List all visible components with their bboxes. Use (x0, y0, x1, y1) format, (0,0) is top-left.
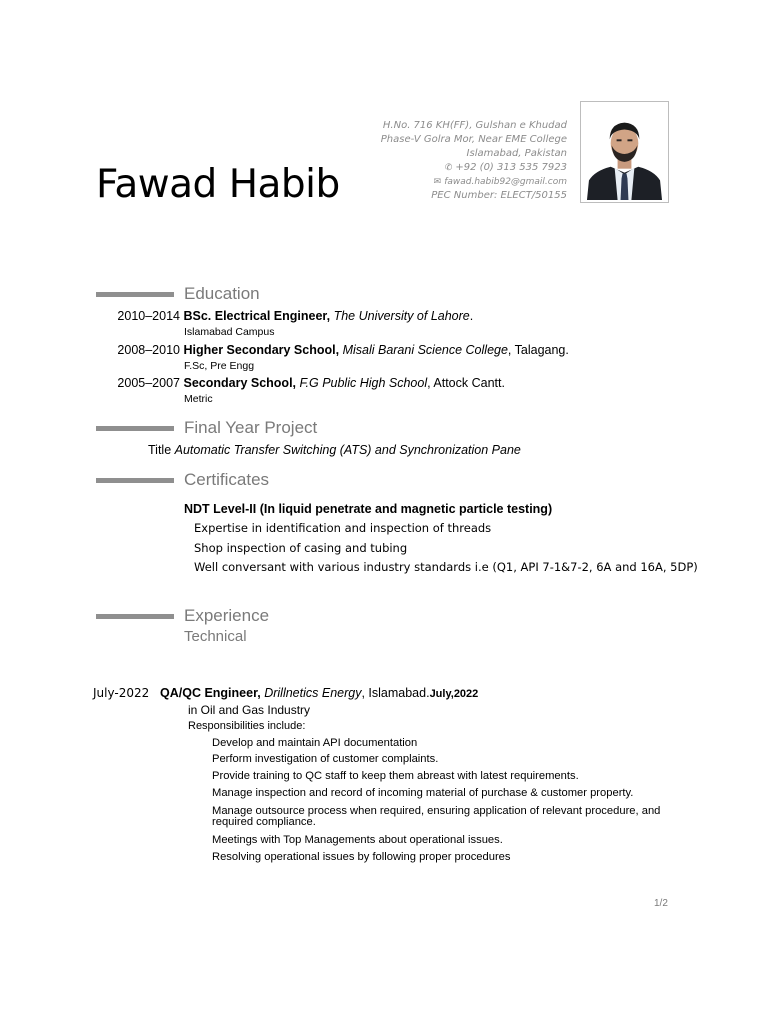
phone-icon: ✆ (444, 163, 453, 173)
education-entry (96, 342, 696, 358)
address-line-3: Islamabad, Pakistan (466, 148, 567, 159)
contact-block (267, 119, 567, 203)
page-number: 1/2 (654, 898, 668, 909)
education-degree: Secondary School, (183, 376, 297, 390)
email-row (267, 175, 567, 189)
responsibility-text: Perform investigation of customer complaints. (212, 753, 439, 765)
certificate-item (170, 559, 698, 575)
pec-number: PEC Number: ELECT/50155 (431, 190, 567, 201)
responsibility-text: Develop and maintain API documentation (212, 737, 418, 749)
fyp-title-row (148, 442, 521, 458)
education-degree: Higher Secondary School, (183, 343, 340, 357)
job-role: QA/QC Engineer, (160, 686, 261, 700)
certificate-item-text: Shop inspection of casing and tubing (194, 541, 408, 555)
certificate-item-text: Well conversant with various industry standards i.e (Q1, API 7-1&7-2, 6A and 16A, 5DP) (194, 560, 698, 574)
education-suffix: , Talagang. (507, 343, 569, 357)
education-suffix: , Attock Cantt. (427, 376, 505, 390)
education-entry (96, 375, 696, 391)
applicant-name: Fawad Habib (96, 162, 340, 207)
experience-subheading: Technical (184, 628, 247, 645)
certificate-item (170, 520, 491, 536)
education-suffix: . (469, 309, 474, 323)
phone-number: +92 (0) 313 535 7923 (455, 162, 567, 173)
phone-row (267, 161, 567, 175)
fyp-heading: Final Year Project (184, 418, 318, 437)
fyp-label: Title (148, 443, 172, 457)
fyp-title: Automatic Transfer Switching (ATS) and Synchronization Pane (174, 443, 521, 457)
certificates-section-bar (96, 478, 174, 483)
responsibilities-label: Responsibilities include: (188, 720, 306, 732)
certificate-item-text: Expertise in identification and inspection of threads (194, 521, 492, 535)
education-note: Metric (184, 393, 213, 405)
job-company: Drillnetics Energy (264, 686, 362, 700)
profile-photo (585, 108, 664, 200)
responsibility-text: Meetings with Top Managements about operational issues. (212, 834, 503, 846)
education-years: 2008–2010 (117, 343, 180, 357)
education-institution: F.G Public High School (299, 376, 428, 390)
address-line-2: Phase-V Golra Mor, Near EME College (380, 134, 567, 145)
experience-heading: Experience (184, 606, 270, 625)
responsibility-text: Manage outsource process when required, ensuring application of relevant procedure, and required compliance. (212, 805, 661, 828)
job-date: July-2022 (93, 686, 150, 700)
education-heading: Education (184, 284, 260, 303)
job-title-row (160, 685, 478, 702)
education-years: 2010–2014 (117, 309, 180, 323)
responsibility-text: Manage inspection and record of incoming material of purchase & customer property. (212, 787, 634, 799)
email-icon: ✉ (433, 177, 442, 187)
job-date-inline: July,2022 (429, 688, 479, 700)
certificates-heading: Certificates (184, 470, 270, 489)
address-line-1: H.No. 716 KH(FF), Gulshan e Khudad (382, 120, 567, 131)
experience-section-bar (96, 614, 174, 619)
education-section-bar (96, 292, 174, 297)
education-degree: BSc. Electrical Engineer, (183, 309, 331, 323)
education-years: 2005–2007 (117, 376, 180, 390)
job-industry: in Oil and Gas Industry (188, 703, 311, 717)
education-institution: The University of Lahore (333, 309, 470, 323)
fyp-section-bar (96, 426, 174, 431)
education-institution: Misali Barani Science College (342, 343, 508, 357)
responsibility-text: Provide training to QC staff to keep them abreast with latest requirements. (212, 770, 579, 782)
profile-photo-frame (580, 101, 669, 203)
responsibility-text: Resolving operational issues by following proper procedures (212, 851, 511, 863)
education-note: F.Sc, Pre Engg (184, 360, 255, 372)
certificate-item (170, 540, 407, 556)
job-location: , Islamabad. (361, 686, 430, 700)
email-address: fawad.habib92@gmail.com (444, 177, 567, 187)
certificate-title: NDT Level-II (In liquid penetrate and magnetic particle testing) (184, 502, 553, 516)
education-note: Islamabad Campus (184, 326, 275, 338)
education-entry (96, 308, 696, 324)
